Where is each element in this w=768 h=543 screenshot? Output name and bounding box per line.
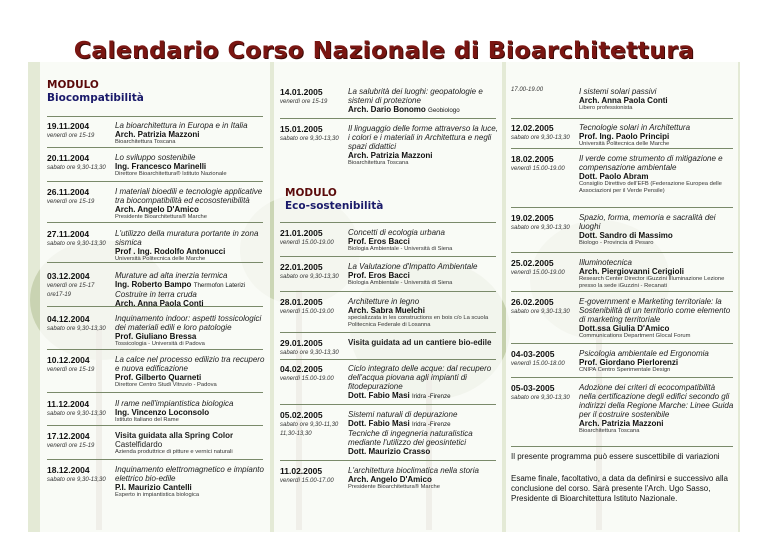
session-topic (115, 399, 265, 424)
session-date: 28.01.2005 (280, 297, 323, 307)
speaker: Dott.ssa Giulia D'Amico (579, 324, 670, 333)
topic-place: Castelfidardo (115, 440, 163, 449)
separator-line (511, 343, 733, 344)
session-topic (115, 431, 265, 456)
speaker-name (579, 267, 734, 276)
separator-line (511, 291, 733, 292)
topic-title: Murature ad alta inerzia termica (115, 271, 228, 280)
speaker: Prof. Ing. Paolo Principi (579, 132, 670, 141)
session-date: 12.02.2005 (511, 123, 554, 133)
topic-title: Visita guidata alla Spring Color (115, 431, 234, 440)
session-date: 15.01.2005 (280, 124, 323, 134)
speaker: Prof. Eros Bacci (348, 237, 410, 246)
topic-title: Sistemi naturali di depurazione (348, 410, 458, 419)
speaker-affiliation: Biologia Ambientale - Università di Siena (348, 246, 453, 252)
separator-line (47, 116, 263, 117)
session-date: 21.01.2005 (280, 228, 323, 238)
separator-line (47, 425, 263, 426)
topic-title: Concetti di ecologia urbana (348, 228, 445, 237)
topic-title: Illuminotecnica (579, 258, 632, 267)
session-topic (115, 153, 265, 178)
speaker-affiliation: Bioarchitettura Toscana (579, 428, 640, 434)
separator-line (47, 147, 263, 148)
speaker-affiliation: Istituto Italiano del Rame (115, 417, 179, 423)
session-topic (115, 271, 265, 308)
session-time: sabato ore 9,30-13,30 (511, 135, 570, 141)
speaker-name (579, 358, 734, 367)
speaker-affiliation: Bioarchitettura Toscana (348, 160, 409, 166)
session-time: 17.00-19.00 (511, 87, 544, 93)
session-time: venerdì 15.00-19.00 (280, 309, 334, 315)
speaker: Prof. Giuliano Bressa (115, 332, 197, 341)
speaker-suffix: Geobiologo (428, 107, 460, 114)
topic-title: Tecnologie solari in Architettura (579, 123, 691, 132)
topic-title: Spazio, forma, memoria e sacralità dei luoghi (579, 213, 716, 231)
separator-line (47, 222, 263, 223)
session-topic (579, 258, 734, 289)
speaker-name (115, 205, 265, 214)
speaker-name (348, 237, 498, 246)
separator-line (47, 392, 263, 393)
session-date: 11.02.2005 (280, 466, 323, 476)
speaker-suffix: Iridra -Firenze (412, 421, 451, 428)
speaker-affiliation: Biologo - Provincia di Pesaro (579, 240, 654, 246)
separator-line (511, 207, 733, 208)
session-date: 10.12.2004 (47, 355, 90, 365)
session-date: 22.01.2005 (280, 262, 323, 272)
speaker-affiliation: Consiglio Direttivo dell'EFB (Federazione Europea delle Associazioni per il Verde Pensile) (579, 181, 722, 194)
speaker-affiliation: specializzata in les constructions en bois c/o La scuola Politecnica Federale di Losanna (348, 315, 489, 328)
speaker-name (348, 475, 498, 484)
speaker-name-2: Dott. Maurizio Crasso (348, 447, 431, 456)
speaker: Prof . Ing. Rodolfo Antonucci (115, 247, 226, 256)
speaker-name (115, 247, 265, 256)
speaker-name (115, 408, 265, 417)
page-title: Calendario Corso Nazionale di Bioarchitettura (73, 36, 695, 64)
session-date: 25.02.2005 (511, 258, 554, 268)
session-date: 17.12.2004 (47, 431, 90, 441)
speaker-name (579, 96, 734, 105)
speaker: P.I. Maurizio Cantelli (115, 483, 192, 492)
separator-line (280, 222, 496, 223)
speaker-affiliation: Università Politecnica delle Marche (579, 141, 670, 147)
topic-title: Il rame nell'impiantistica biologica (115, 399, 234, 408)
module-label: MODULO (47, 79, 99, 91)
session-time: venerdì 15.00-19.00 (280, 240, 334, 246)
speaker-affiliation: Università Politecnica delle Marche (115, 256, 206, 262)
session-time: venerdì 15.00-18.00 (511, 361, 565, 367)
session-time: sabato ore 9,30-13,30 (280, 350, 339, 356)
session-topic (115, 465, 265, 499)
speaker-name (348, 391, 498, 401)
separator-line (280, 460, 496, 461)
session-time: venerdì ore 15-19 (47, 367, 95, 373)
speaker: Arch. Anna Paola Conti (579, 96, 668, 105)
session-topic (579, 213, 734, 247)
session-date: 14.01.2005 (280, 87, 323, 97)
session-topic (115, 187, 265, 221)
session-date: 29.01.2005 (280, 338, 323, 348)
session-topic (348, 466, 498, 491)
session-time: venerdì ore 15-17 (47, 283, 95, 289)
session-time: venerdì 15.00-17.00 (280, 478, 334, 484)
separator-line (511, 252, 733, 253)
speaker: Dott. Paolo Abram (579, 172, 649, 181)
topic-title: La calce nel processo edilizio tra recupero e nuova edificazione (115, 355, 265, 373)
topic-title: L'utilizzo della muratura portante in zona sismica (115, 229, 259, 247)
speaker-name (579, 324, 734, 333)
session-time: venerdì ore 15-19 (47, 199, 95, 205)
session-date: 04-03-2005 (511, 349, 555, 359)
speaker-name (348, 271, 498, 280)
session-time: sabato ore 9,30-13,30 (47, 326, 106, 332)
session-topic (348, 124, 498, 167)
speaker-name (579, 231, 734, 240)
speaker: Dott. Fabio Masi (348, 391, 410, 400)
speaker-name (115, 130, 265, 139)
topic-title: Lo sviluppo sostenibile (115, 153, 196, 162)
note-changes: Il presente programma può essere suscettibile di variazioni (511, 452, 720, 461)
session-date: 05-03-2005 (511, 383, 555, 393)
module-label: MODULO (285, 187, 337, 199)
topic-title: Inquinamento indoor: aspetti tossicologici dei materiali edili e loro patologie (115, 314, 262, 332)
speaker-affiliation: Direttore Bioarchitettura® Istituto Nazionale (115, 171, 227, 177)
separator-line (280, 404, 496, 405)
speaker-affiliation: Presidente Bioarchitettura® Marche (348, 484, 440, 490)
speaker-name (579, 172, 734, 181)
session-topic (115, 229, 265, 263)
speaker-name (115, 483, 265, 492)
speaker-suffix: Thermofon Laterizi (193, 282, 246, 289)
separator-line (280, 359, 496, 360)
topic-title: La Valutazione d'Impatto Ambientale (348, 262, 478, 271)
topic-title: La bioarchitettura in Europa e in Italia (115, 121, 248, 130)
speaker: Prof. Eros Bacci (348, 271, 410, 280)
speaker-name (579, 419, 734, 428)
speaker-affiliation: Azienda produttrice di pitture e vernici naturali (115, 449, 233, 455)
speaker: Arch. Angelo D'Amico (348, 475, 432, 484)
session-date: 04.12.2004 (47, 314, 90, 324)
speaker-affiliation: Tossicologia - Università di Padova (115, 341, 205, 347)
speaker: Arch. Patrizia Mazzoni (579, 419, 664, 428)
session-time: sabato ore 9,30-13,30 (47, 165, 106, 171)
session-date: 04.02.2005 (280, 364, 323, 374)
speaker: Dott. Sandro di Massimo (579, 231, 673, 240)
speaker-suffix: Iridra -Firenze (412, 393, 451, 400)
topic-title-2: Costruire in terra cruda (115, 290, 197, 299)
topic-title: L'architettura bioclimatica nella storia (348, 466, 479, 475)
session-date: 03.12.2004 (47, 271, 90, 281)
speaker-name (115, 280, 265, 290)
speaker-name (348, 151, 498, 160)
session-time: sabato ore 9,30-11,30 (280, 422, 339, 428)
separator-line (280, 332, 496, 333)
speaker-affiliation: CNIPA Centro Sperimentale Design (579, 367, 671, 373)
speaker-name (348, 419, 498, 429)
session-topic (579, 123, 734, 148)
session-date: 19.02.2005 (511, 213, 554, 223)
speaker-name (348, 105, 498, 115)
session-topic (579, 297, 734, 340)
separator-line (280, 291, 496, 292)
speaker-affiliation: Libero professionista (579, 105, 633, 111)
speaker-name (348, 306, 498, 315)
module-name: Eco-sostenibilità (285, 199, 384, 212)
topic-title: I sistemi solari passivi (579, 87, 657, 96)
speaker-name-2: Arch. Anna Paola Conti (115, 299, 204, 308)
speaker: Arch. Patrizia Mazzoni (348, 151, 433, 160)
topic-title: Architetture in legno (348, 297, 420, 306)
separator-line (280, 118, 496, 119)
topic-title: Ciclo integrato delle acque: dal recupero dell'acqua piovana agli impianti di fitodepurazione (348, 364, 492, 391)
module-header-biocompatibilita (47, 79, 144, 104)
module-header-ecosostenibilita (285, 187, 383, 212)
speaker: Dott. Fabio Masi (348, 419, 410, 428)
session-time: venerdì ore 15-19 (280, 99, 328, 105)
session-topic (579, 154, 734, 194)
speaker-affiliation: Direttore Centro Studi Vitruvio - Padova (115, 382, 217, 388)
session-date: 20.11.2004 (47, 153, 90, 163)
session-topic (348, 364, 498, 401)
topic-title: Visita guidata ad un cantiere bio-edile (348, 338, 492, 347)
speaker-name (115, 162, 265, 171)
speaker-affiliation: Communications Department Glocal Forum (579, 333, 691, 339)
session-topic (115, 355, 265, 389)
session-time: sabato ore 9,30-13,30 (511, 225, 570, 231)
speaker: Ing. Francesco Marinelli (115, 162, 207, 171)
session-time: sabato ore 9,30-13,30 (511, 309, 570, 315)
topic-title: La salubrità dei luoghi: geopatologie e sistemi di protezione (348, 87, 483, 105)
topic-title: Inquinamento elettromagnetico e impianto elettrico bio-edile (115, 465, 264, 483)
session-topic (579, 87, 734, 112)
separator-line (511, 446, 733, 447)
session-topic (115, 121, 265, 146)
session-time: sabato ore 9,30-13,30 (47, 477, 106, 483)
session-date: 11.12.2004 (47, 399, 90, 409)
session-time: venerdì 15.00-19.00 (511, 166, 565, 172)
speaker: Arch. Angelo D'Amico (115, 205, 199, 214)
separator-line (511, 148, 733, 149)
session-time: sabato ore 9,30-13,30 (280, 274, 339, 280)
speaker-affiliation: Presidente Bioarchitettura® Marche (115, 214, 207, 220)
session-topic (579, 349, 734, 374)
session-date: 27.11.2004 (47, 229, 90, 239)
topic-title: Il verde come strumento di mitigazione e compensazione ambientale (579, 154, 723, 172)
session-time-2: ore17-19 (47, 292, 72, 298)
speaker: Prof. Giordano Pierlorenzi (579, 358, 679, 367)
speaker-name (579, 132, 734, 141)
session-date: 26.02.2005 (511, 297, 554, 307)
topic-title: Adozione dei criteri di ecocompatibilità nella certificazione degli edifici secondo gli indirizzi della Regione Marche: Linee Guida per il costruire sostenibile (579, 383, 734, 419)
separator-line (511, 118, 733, 119)
separator-line (47, 349, 263, 350)
session-topic (348, 87, 498, 115)
session-date: 18.12.2004 (47, 465, 90, 475)
topic-title-2: Tecniche di ingegneria naturalistica mediante l'utilizzo dei geosintetici (348, 429, 473, 447)
session-date: 26.11.2004 (47, 187, 90, 197)
session-topic (348, 410, 498, 456)
separator-line (47, 181, 263, 182)
topic-title: Il linguaggio delle forme attraverso la luce, i colori e i materiali in Architettura e negli spazi didattici (348, 124, 498, 151)
session-time: sabato ore 9,30-13,30 (511, 395, 570, 401)
speaker: Ing. Vincenzo Loconsolo (115, 408, 210, 417)
speaker: Arch. Sabra Muelchi (348, 306, 425, 315)
speaker-affiliation: Esperto in impiantistica biologica (115, 492, 200, 498)
session-date: 18.02.2005 (511, 154, 554, 164)
speaker-affiliation: Research Center Director iGuzzini Illuminazione Lezione presso la sede iGuzzini - Recanati (579, 276, 725, 289)
session-date: 19.11.2004 (47, 121, 90, 131)
session-topic (348, 262, 498, 287)
session-time: venerdì ore 15-19 (47, 443, 95, 449)
separator-line (47, 306, 263, 307)
speaker-affiliation: Bioarchitettura Toscana (115, 139, 176, 145)
topic-title: I materiali bioedili e tecnologie applicative tra biocompatibilità ed ecosostenibilità (115, 187, 263, 205)
topic-title: Psicologia ambientale ed Ergonomia (579, 349, 709, 358)
session-topic (348, 297, 498, 328)
session-time: sabato ore 9,30-13,30 (280, 136, 339, 142)
speaker-affiliation: Biologia Ambientale - Università di Siena (348, 280, 453, 286)
session-date: 05.02.2005 (280, 410, 323, 420)
speaker-name (115, 332, 265, 341)
session-time: sabato ore 9,30-13,30 (47, 411, 106, 417)
speaker: Arch. Dario Bonomo (348, 105, 426, 114)
session-topic (115, 314, 265, 348)
session-topic (579, 383, 734, 435)
session-time: venerdì 15.00-19.00 (280, 376, 334, 382)
separator-line (47, 262, 263, 263)
session-time-2: 11,30-13,30 (280, 431, 312, 437)
speaker-name (115, 373, 265, 382)
speaker: Arch. Patrizia Mazzoni (115, 130, 200, 139)
session-time: venerdì ore 15-19 (47, 133, 95, 139)
separator-line (47, 459, 263, 460)
session-topic (348, 228, 498, 253)
topic-title: E-government e Marketing territoriale: la Sostenibilità di un territorio come elemento di marketing territoriale (579, 297, 731, 324)
speaker: Prof. Gilberto Quarneti (115, 373, 202, 382)
separator-line (511, 377, 733, 378)
session-time: venerdì 15.00-19.00 (511, 270, 565, 276)
module-name: Biocompatibilità (47, 91, 144, 104)
session-topic (348, 338, 498, 347)
speaker: Arch. Piergiovanni Cerigioli (579, 267, 684, 276)
speaker: Ing. Roberto Bampo (115, 280, 192, 289)
note-exam: Esame finale, facoltativo, a data da definirsi e successivo alla conclusione del corso. Sarà presente l'Arch. Ugo Sasso, Presidente di Bioarchitettura Istituto Nazionale. (511, 474, 729, 503)
session-time: sabato ore 9,30-13,30 (47, 241, 106, 247)
separator-line (280, 256, 496, 257)
